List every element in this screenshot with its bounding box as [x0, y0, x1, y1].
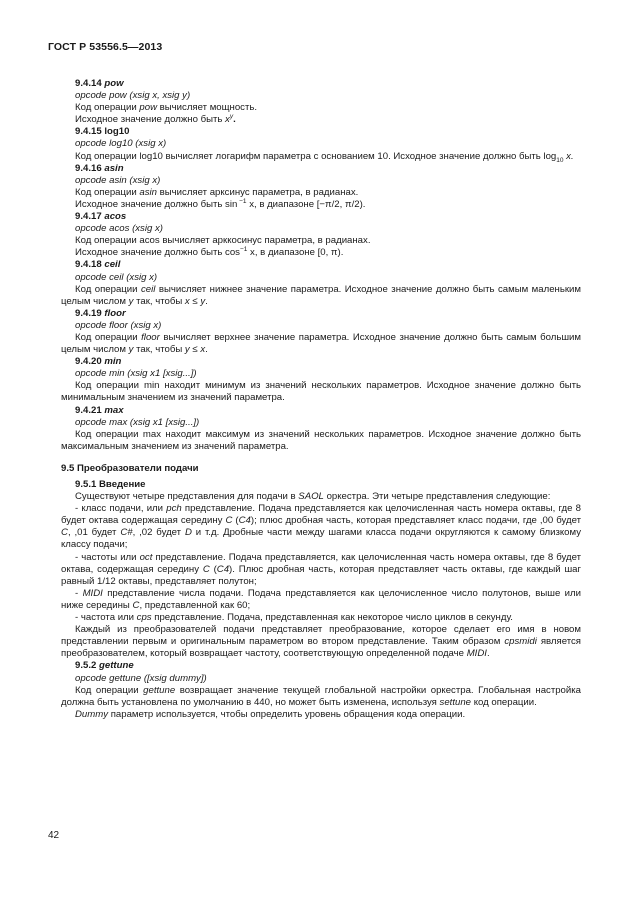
paragraph: Код операции max находит максимум из значений нескольких параметров. Исходное значение должно быть максимальным значением из значений параметра.	[61, 428, 581, 452]
opcode-signature: opcode max (xsig x1 [xsig...])	[75, 416, 200, 428]
paragraph: Код операции min находит минимум из значений нескольких параметров. Исходное значение должно быть минимальным значением из значений параметра.	[61, 380, 581, 404]
opcode-signature: opcode floor (xsig x)	[75, 319, 162, 331]
paragraph: Исходное значение должно быть sin $^{-1}$ x, в диапазоне [−π/2, π/2).	[75, 197, 366, 210]
paragraph: Каждый из преобразователей подачи представляет преобразование, которое сделает его имя в новом представлении первым и оригинальным параметром во втором представление. Таким образом cpsmidi является преобразователем, который возвращает частоту, соответствующую определенной подаче MIDI.	[61, 624, 582, 660]
section-heading-9-5: 9.5 Преобразователи подачи	[61, 462, 199, 474]
page-number: 42	[48, 830, 60, 841]
opcode-signature: opcode pow (xsig x, xsig y)	[75, 90, 191, 102]
document-body	[61, 78, 581, 721]
page-header: ГОСТ Р 53556.5—2013	[48, 41, 163, 53]
section-heading-min: 9.4.20 min	[75, 356, 122, 368]
section-heading-asin: 9.4.16 asin	[75, 162, 124, 174]
section-heading-ceil: 9.4.18 ceil	[75, 259, 121, 271]
paragraph: Исходное значение должно быть $x^y$.	[75, 113, 236, 126]
section-heading-log10: 9.4.15 log10	[75, 126, 130, 138]
paragraph: Код операции log10 вычисляет логарифм параметра с основанием 10. Исходное значение должно быть $\log_{10} x$.	[75, 150, 574, 164]
paragraph: Код операции pow вычисляет мощность.	[75, 102, 258, 114]
paragraph: Существуют четыре представления для подачи в SAOL оркестра. Эти четыре представления следующие:	[75, 491, 551, 503]
list-item: - частота или cps представление. Подача, представленная как некоторое число циклов в секунду.	[75, 612, 513, 624]
opcode-signature: opcode log10 (xsig x)	[75, 138, 167, 150]
opcode-signature: opcode min (xsig x1 [xsig...])	[75, 368, 197, 380]
paragraph: Код операции acos вычисляет арккосинус параметра, в радианах.	[75, 235, 371, 247]
section-heading-gettune: 9.5.2 gettune	[75, 660, 134, 672]
paragraph: Dummy параметр используется, чтобы определить уровень обращения кода операции.	[75, 708, 466, 720]
list-item: - класс подачи, или pch представление. Подача представляется как целочисленная часть номера октавы, где 8 будет октава содержащая середину C (C4); плюс дробная часть, которая представляет класс подачи, где ,00 будет C, ,01 будет C#, ,02 будет D и т.д. Дробные части между шагами класса подачи округляются к самому близкому классу подачи;	[61, 503, 581, 551]
paragraph: Код операции ceil вычисляет нижнее значение параметра. Исходное значение должно быть самым маленьким целым числом y так, чтобы x ≤ y.	[61, 283, 581, 307]
list-item: - MIDI представление числа подачи. Подача представляется как целочисленное число полутонов, выше или ниже середины C, представленной как 60;	[61, 587, 581, 611]
opcode-signature: opcode ceil (xsig x)	[75, 271, 158, 283]
section-heading-floor: 9.4.19 floor	[75, 307, 126, 319]
opcode-signature: opcode acos (xsig x)	[75, 223, 163, 235]
opcode-signature: opcode gettune ([xsig dummy])	[75, 672, 207, 684]
section-heading-pow: 9.4.14 pow	[75, 78, 124, 89]
paragraph: Код операции gettune возвращает значение текущей глобальной настройки оркестра. Глобальная настройка должна быть установлена по умолчанию в 440, но может быть изменена, используя settune код операции.	[61, 684, 581, 708]
section-heading-acos: 9.4.17 acos	[75, 211, 127, 223]
paragraph: Код операции asin вычисляет арксинус параметра, в радианах.	[75, 186, 359, 198]
paragraph: Код операции floor вычисляет верхнее значение параметра. Исходное значение должно быть самым большим целым числом y так, чтобы y ≤ x.	[61, 331, 581, 356]
list-item: - частоты или oct представление. Подача представляется, как целочисленная часть номера октавы, где 8 будет октава, содержащая середину C (C4). Плюс дробная часть, которая представляет часть октавы, где каждый шаг равный 1/12 октавы, представляет полутон;	[61, 551, 582, 587]
opcode-signature: opcode asin (xsig x)	[75, 174, 161, 186]
section-heading-max: 9.4.21 max	[75, 404, 124, 416]
section-heading-intro: 9.5.1 Введение	[75, 479, 146, 490]
paragraph: Исходное значение должно быть $\cos^{-1} x$, в диапазоне [0, π).	[75, 246, 344, 259]
